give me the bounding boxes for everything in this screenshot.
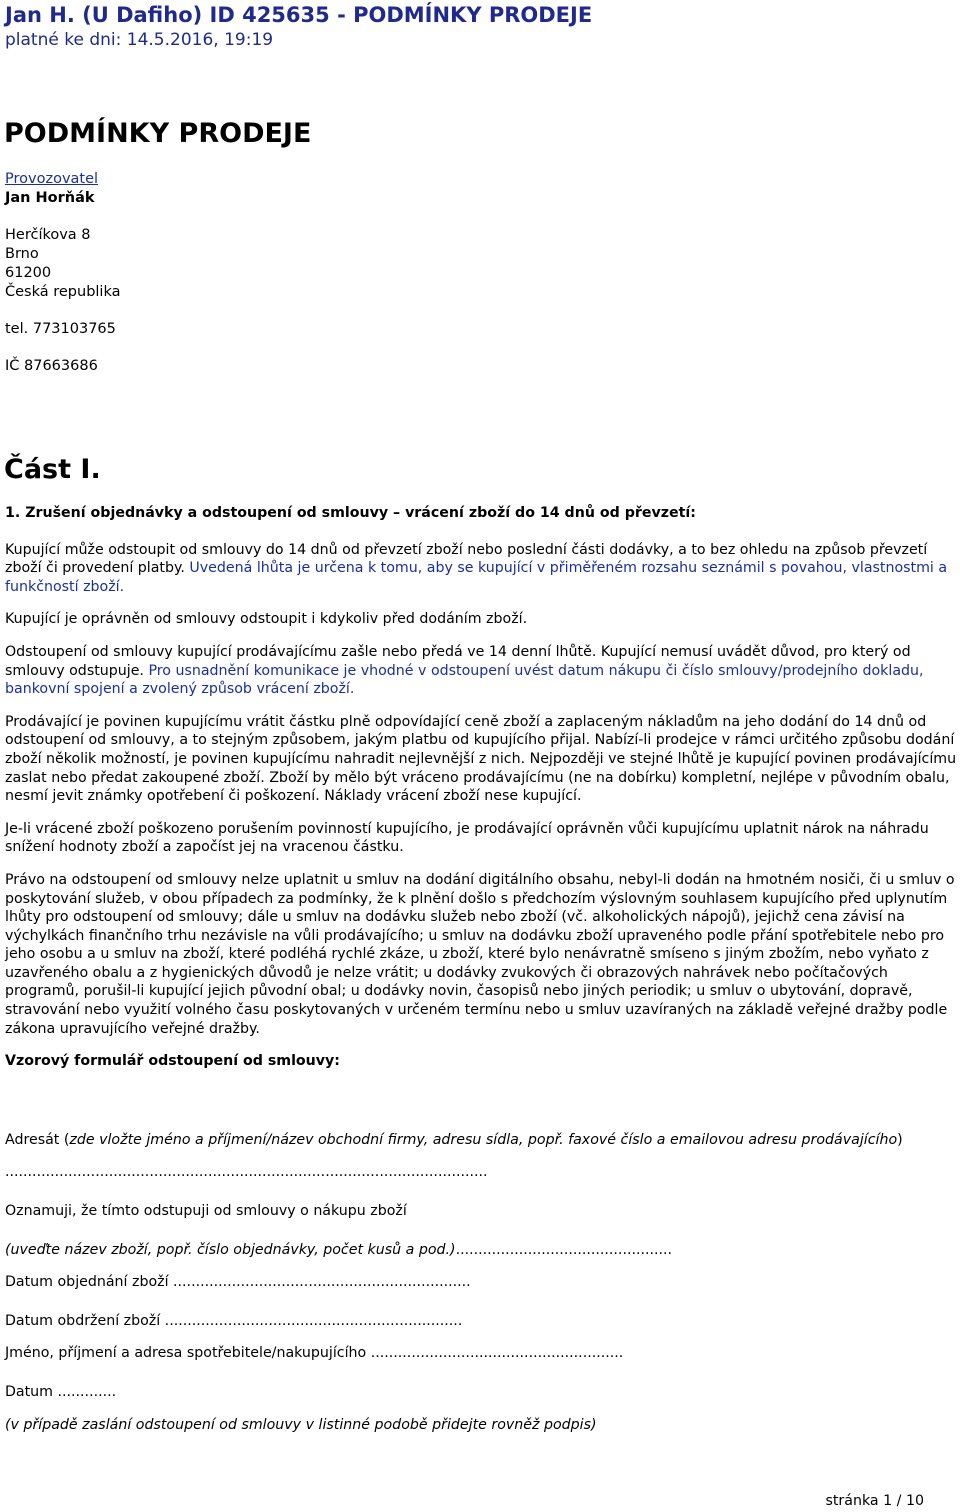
provider-street: Herčíkova 8 <box>5 227 91 243</box>
provider-name: Jan Horňák <box>5 190 95 206</box>
header-valid-date: platné ke dni: 14.5.2016, 19:19 <box>5 30 274 50</box>
terms-content <box>5 504 957 1454</box>
form-title: Vzorový formulář odstoupení od smlouvy: <box>5 1053 340 1070</box>
paragraph-withdrawal-period: Kupující může odstoupit od smlouvy do 14 dnů od převzetí zboží nebo poslední části dodávky, a to bez ohledu na způsob převzetí zboží či provedení platby. Uvedená lhůta je určena k tomu, aby se kupující v přiměřeném rozsahu seznámil s povahou, vlastnostmi a funkčností zboží. <box>5 541 948 595</box>
page-title: PODMÍNKY PRODEJE <box>4 118 312 149</box>
form-order-date: Datum objednání zboží .................................................................. <box>5 1274 471 1291</box>
form-addressee: Adresát (zde vložte jméno a příjmení/název obchodní firmy, adresu sídla, popř. faxové číslo a emailovou adresu prodávajícího) ........................................................................................................... <box>5 1131 903 1181</box>
provider-city: Brno <box>5 246 39 262</box>
form-goods: (uveďte název zboží, popř. číslo objednávky, počet kusů a pod.)................................................ Datum objednání zboží .................................................................. <box>5 1241 957 1292</box>
form-consumer: Jméno, příjmení a adresa spotřebitele/nakupujícího ........................................................ <box>5 1345 624 1362</box>
provider-ico: IČ 87663686 <box>5 358 98 374</box>
provider-block <box>5 170 120 376</box>
provider-phone: tel. 773103765 <box>5 321 116 337</box>
form-received-date: Datum obdržení zboží .................................................................. <box>5 1312 463 1329</box>
form-signature-block <box>5 1383 957 1434</box>
paragraph-damaged-goods: Je-li vrácené zboží poškozeno porušením povinností kupujícího, je prodávající oprávněn vůči kupujícímu uplatnit nárok na náhradu snížení hodnoty zboží a započíst jej na vracenou částku. <box>5 820 929 856</box>
paragraph-withdrawal-notice: Odstoupení od smlouvy kupující prodávajícímu zašle nebo předá ve 14 denní lhůtě. Kupující nemusí uvádět důvod, pro který od smlouvy odstupuje. Pro usnadnění komunikace je vhodné v odstoupení uvést datum nákupu či číslo smlouvy/prodejního dokladu, bankovní spojení a zvolený způsob vrácení zboží. <box>5 643 924 698</box>
page-number: stránka 1 / 10 <box>825 1493 924 1509</box>
header-title: Jan H. (U Dafiho) ID 425635 - PODMÍNKY PRODEJE <box>5 3 593 27</box>
section-title: 1. Zrušení objednávky a odstoupení od smlouvy – vrácení zboží do 14 dnů od převzetí: <box>5 505 696 521</box>
form-date: Datum ............. <box>5 1384 117 1400</box>
document-header <box>5 2 592 51</box>
form-signature-note: (v případě zaslání odstoupení od smlouvy v listinné podobě přidejte rovněž podpis) <box>5 1416 597 1433</box>
paragraph-exceptions: Právo na odstoupení od smlouvy nelze uplatnit u smluv na dodání digitálního obsahu, nebyl-li dodán na hmotném nosiči, či u smluv o poskytování služeb, v obou případech za podmínky, že k plnění došlo s předchozím výslovným souhlasem kupujícího před uplynutím lhůty pro odstoupení od smlouvy; dále u smluv na dodávku služeb nebo zboží (vč. alkoholických nápojů), jejichž cena závisí na výchylkách finančního trhu nezávisle na vůli prodávajícího; u smluv na dodávku zboží upraveného podle přání spotřebitele nebo pro jeho osobu a u smluv na zboží, které podléhá rychlé zkáze, u zboží, které bylo nenávratně smíseno s jiným zbožím, nebo vyňato z uzavřeného obalu a z hygienických důvodů je nelze vrátit; u dodávky zvukových či obrazových nahrávek nebo počítačových programů, porušil-li kupující jejich původní obal; u dodávky novin, časopisů nebo jiných periodik; u smluv o ubytování, dopravě, stravování nebo využití volného času poskytovaných v určeném termínu nebo u smluv uzavíraných na základě veřejné dražby podle zákona upravujícího veřejné dražby. <box>5 871 955 1037</box>
paragraph-refund: Prodávající je povinen kupujícímu vrátit částku plně odpovídající ceně zboží a zaplaceným nákladům na jeho dodání do 14 dnů od odstoupení od smlouvy, a to stejným způsobem, jakým platbu od kupujícího přijal. Nabízí-li prodejce v rámci určitého způsobu dodání zboží několik možností, je povinen kupujícímu nahradit nejlevnější z nich. Nejpozději ve stejné lhůtě je kupující povinen prodávajícímu zaslat nebo předat zakoupené zboží. Zboží by mělo být vráceno prodávajícímu (ne na dobírku) kompletní, nejlépe v původním obalu, nesmí jevit známky opotřebení či poškození. Náklady vrácení zboží nese kupující. <box>5 713 957 805</box>
provider-zip: 61200 <box>5 265 52 281</box>
provider-country: Česká republika <box>5 284 121 300</box>
part-title: Část I. <box>4 454 101 485</box>
provider-link[interactable]: Provozovatel <box>5 171 99 187</box>
form-notice: Oznamuji, že tímto odstupuji od smlouvy o nákupu zboží <box>5 1203 407 1220</box>
form-received <box>5 1312 957 1363</box>
paragraph-before-delivery: Kupující je oprávněn od smlouvy odstoupit i kdykoliv před dodáním zboží. <box>5 611 528 628</box>
